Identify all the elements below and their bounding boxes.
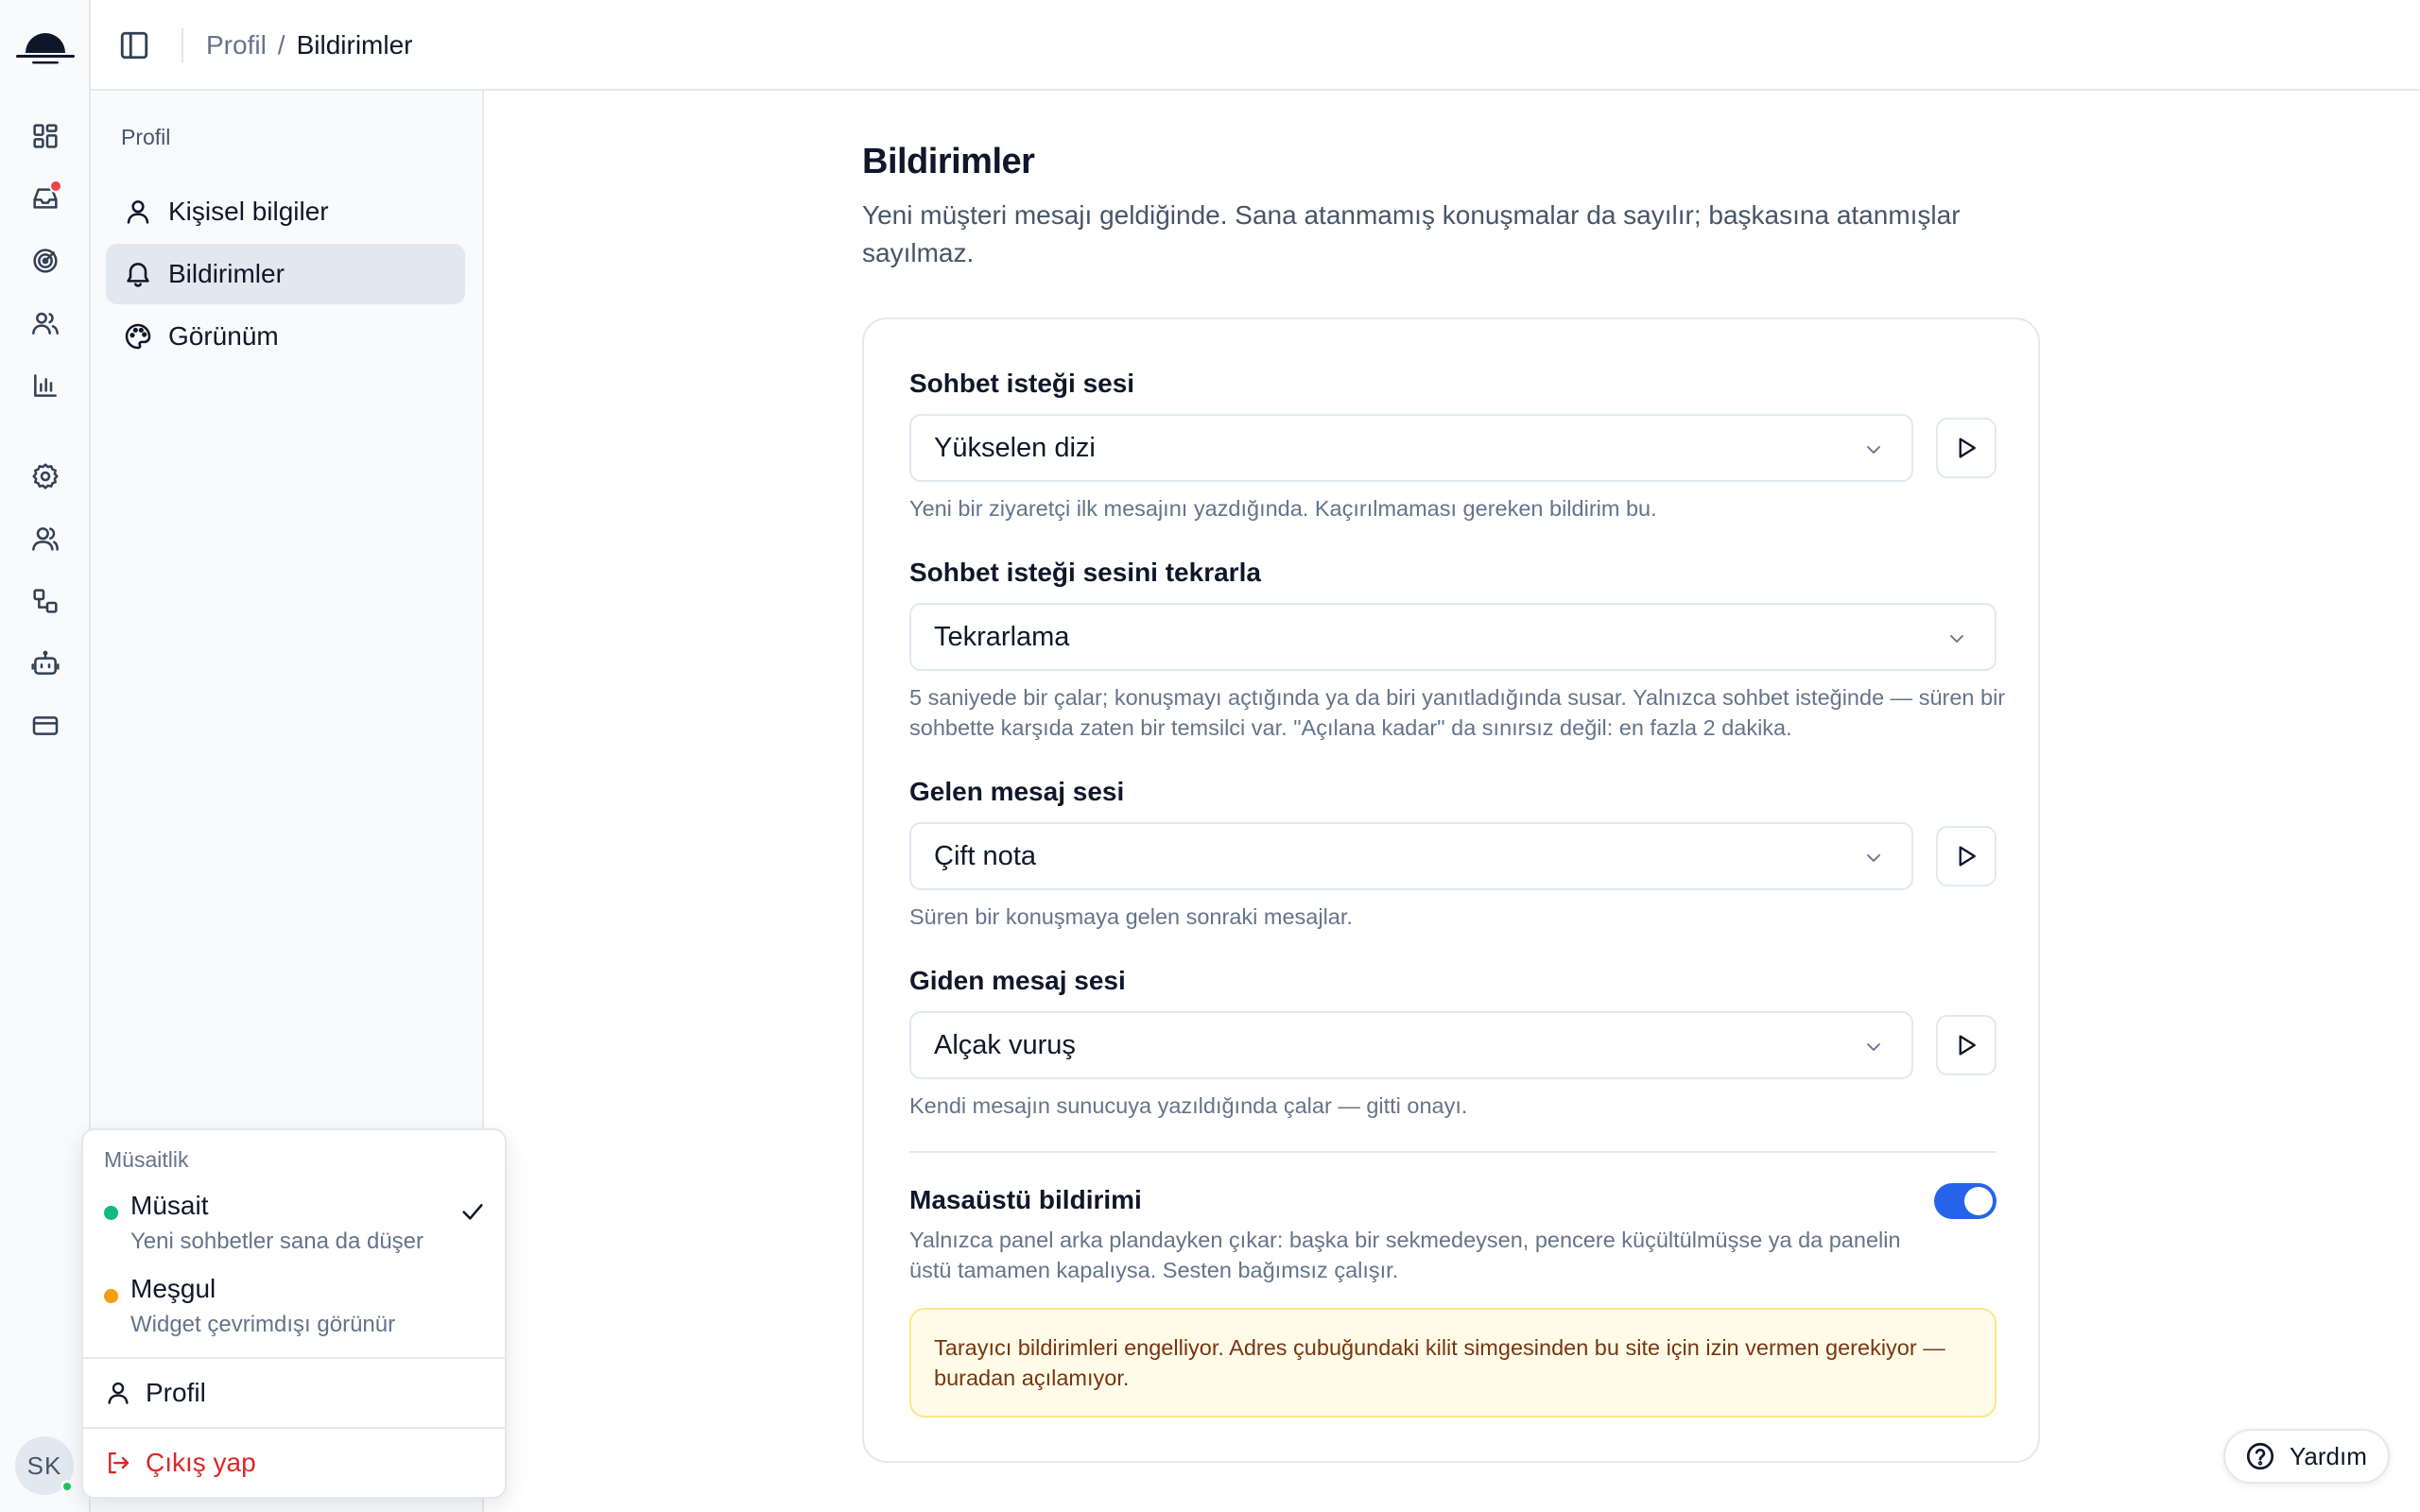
option-subtitle: Yeni sohbetler sana da düşer: [130, 1228, 424, 1254]
outgoing-sound-select[interactable]: [909, 1011, 1913, 1079]
availability-option-busy[interactable]: [83, 1263, 505, 1344]
rail-integrations[interactable]: [21, 576, 70, 626]
menu-profile-link[interactable]: [83, 1359, 505, 1427]
palette-icon: [123, 321, 153, 352]
user-icon: [104, 1379, 132, 1407]
busy-status-dot: [104, 1289, 118, 1303]
play-icon: [1952, 842, 1980, 870]
outgoing-play-button[interactable]: [1936, 1015, 1996, 1075]
incoming-sound-help: Süren bir konuşmaya gelen sonraki mesajlar.: [909, 904, 1353, 929]
team-icon: [30, 524, 60, 554]
toggle-knob: [1964, 1187, 1993, 1215]
page-title: Bildirimler: [862, 142, 1035, 181]
credit-card-icon: [30, 711, 60, 741]
notification-settings-card: [862, 318, 2040, 1463]
users-icon: [30, 308, 60, 338]
status-indicator: [60, 1480, 74, 1493]
rail-contacts[interactable]: [21, 299, 70, 348]
chat-request-play-button[interactable]: [1936, 418, 1996, 478]
select-value: Alçak vuruş: [934, 1029, 1076, 1060]
rail-inbox[interactable]: [21, 174, 70, 223]
incoming-play-button[interactable]: [1936, 826, 1996, 886]
option-subtitle: Widget çevrimdışı görünür: [130, 1312, 396, 1337]
sidebar-item-label: Bildirimler: [168, 259, 285, 288]
top-bar: [91, 0, 2420, 91]
sidebar-item-notifications[interactable]: [106, 244, 465, 304]
app-logo[interactable]: [13, 19, 78, 72]
desktop-notification-help: Yalnızca panel arka plandayken çıkar: başka bir sekmedeysen, pencere küçültülmüşse ya da panelin üstü tamamen kapalıysa. Sesten bağımsız çalışır.: [909, 1228, 1901, 1282]
header-divider: [182, 28, 183, 62]
menu-item-label: Profil: [146, 1378, 206, 1407]
outgoing-sound-help: Kendi mesajın sunucuya yazıldığında çalar — gitti onayı.: [909, 1093, 1468, 1118]
option-title: Müsait: [130, 1191, 209, 1220]
bell-icon: [123, 259, 153, 289]
icon-rail: [0, 0, 91, 1512]
bot-icon: [30, 648, 60, 679]
chevron-down-icon: [1862, 438, 1885, 461]
select-value: Tekrarlama: [934, 621, 1070, 652]
sidebar-toggle-button[interactable]: [117, 28, 151, 62]
availability-menu: [81, 1128, 507, 1499]
rail-settings[interactable]: [21, 452, 70, 501]
avatar-initials: SK: [26, 1451, 62, 1480]
repeat-sound-label: Sohbet isteği sesini tekrarla: [909, 558, 1261, 587]
menu-item-label: Çıkış yap: [146, 1448, 256, 1477]
available-status-dot: [104, 1206, 118, 1220]
help-circle-icon: [2244, 1440, 2276, 1472]
rail-billing[interactable]: [21, 701, 70, 750]
rail-target[interactable]: [21, 236, 70, 285]
rail-dashboard[interactable]: [21, 112, 70, 161]
panel-left-icon: [117, 28, 151, 62]
chevron-down-icon: [1862, 847, 1885, 869]
gear-icon: [30, 461, 60, 491]
radar-icon: [30, 246, 60, 276]
breadcrumb-current: Bildirimler: [296, 30, 413, 60]
sidebar-item-appearance[interactable]: [106, 306, 465, 367]
incoming-sound-select[interactable]: [909, 822, 1913, 890]
page-description: Yeni müşteri mesajı geldiğinde. Sana atanmamış konuşmalar da sayılır; başkasına atanmışlar sayılmaz.: [862, 200, 1961, 267]
outgoing-sound-label: Giden mesaj sesi: [909, 966, 1126, 995]
breadcrumb-separator: /: [277, 30, 285, 60]
repeat-sound-help: 5 saniyede bir çalar; konuşmayı açtığında ya da biri yanıtladığında susar. Yalnızca sohbet isteğinde — süren bir sohbette karşıda zaten bir temsilci var. "Açılana kadar" da sınırsız değil: en fazla 2 dakika.: [909, 685, 2006, 740]
bar-chart-icon: [30, 370, 60, 401]
help-button[interactable]: [2223, 1429, 2390, 1484]
select-value: Çift nota: [934, 840, 1036, 871]
section-divider: [909, 1151, 1996, 1153]
rail-bot[interactable]: [21, 639, 70, 688]
layout-grid-icon: [30, 121, 60, 151]
availability-heading: Müsaitlik: [104, 1147, 189, 1172]
chat-request-sound-select[interactable]: [909, 414, 1913, 482]
check-icon: [458, 1196, 488, 1227]
breadcrumb: [206, 28, 412, 62]
play-icon: [1952, 434, 1980, 462]
rail-reports[interactable]: [21, 361, 70, 410]
menu-logout-link[interactable]: [83, 1429, 505, 1497]
repeat-sound-select[interactable]: [909, 603, 1996, 671]
breadcrumb-parent[interactable]: Profil: [206, 30, 267, 60]
rail-team[interactable]: [21, 514, 70, 563]
shapes-icon: [30, 586, 60, 616]
play-icon: [1952, 1031, 1980, 1059]
sidebar-item-label: Kişisel bilgiler: [168, 197, 329, 226]
help-button-label: Yardım: [2290, 1441, 2367, 1470]
sidebar-heading: Profil: [121, 125, 171, 149]
chat-request-sound-label: Sohbet isteği sesi: [909, 369, 1135, 398]
chevron-down-icon: [1862, 1036, 1885, 1058]
logout-icon: [104, 1449, 132, 1477]
permission-warning: Tarayıcı bildirimleri engelliyor. Adres çubuğundaki kilit simgesinden bu site için izin vermen gerekiyor — buradan açılamıyor.: [909, 1308, 1996, 1418]
incoming-sound-label: Gelen mesaj sesi: [909, 777, 1125, 806]
chat-request-sound-help: Yeni bir ziyaretçi ilk mesajını yazdığında. Kaçırılmaması gereken bildirim bu.: [909, 496, 1657, 521]
user-icon: [123, 197, 153, 227]
avatar[interactable]: [15, 1436, 74, 1495]
select-value: Yükselen dizi: [934, 432, 1096, 463]
desktop-notification-toggle[interactable]: [1934, 1183, 1996, 1219]
sidebar-item-personal-info[interactable]: [106, 181, 465, 242]
desktop-notification-label: Masaüstü bildirimi: [909, 1185, 1142, 1214]
availability-option-available[interactable]: [83, 1179, 505, 1261]
sidebar-item-label: Görünüm: [168, 321, 279, 351]
notification-dot: [49, 180, 62, 193]
chevron-down-icon: [1945, 627, 1968, 650]
option-title: Meşgul: [130, 1274, 216, 1303]
